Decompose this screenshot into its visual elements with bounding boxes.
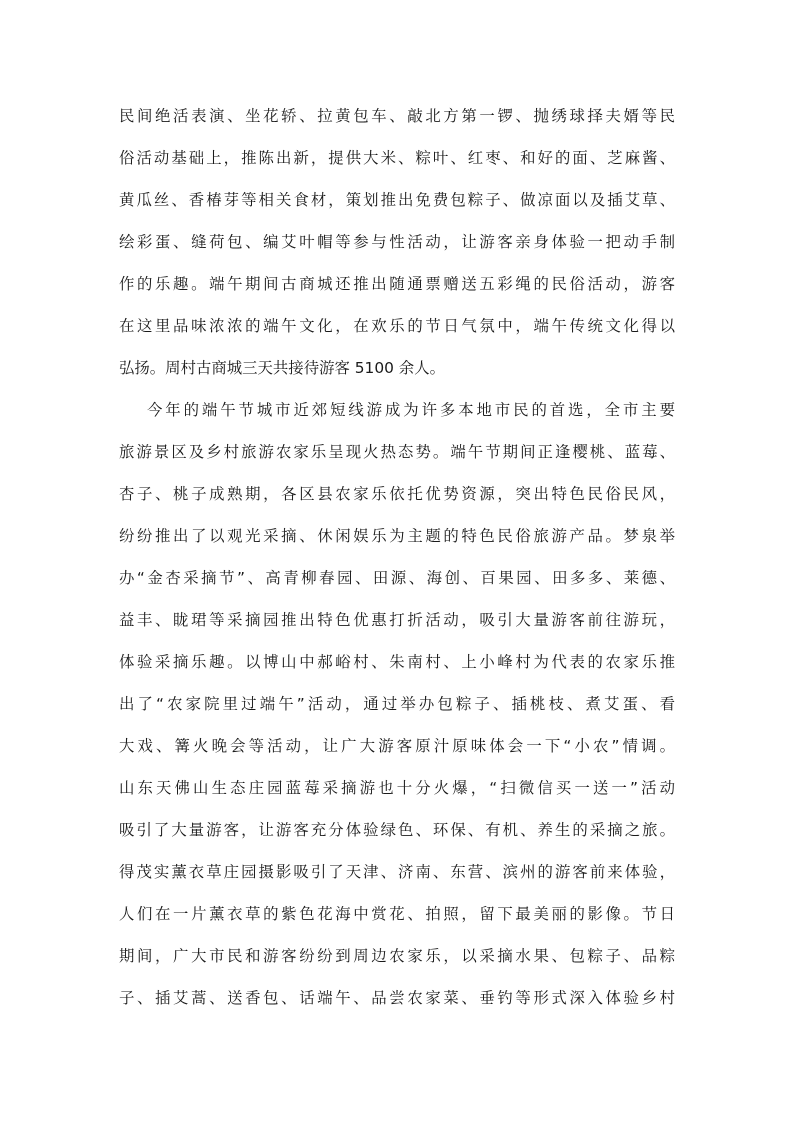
text-line: 黄瓜丝、香椿芽等相关食材，策划推出免费包粽子、做凉面以及插艾草、 <box>119 191 675 209</box>
text-line: 民间绝活表演、坐花轿、拉黄包车、敲北方第一锣、抛绣球择夫婿等民 <box>119 107 675 125</box>
text-line: 旅游景区及乡村旅游农家乐呈现火热态势。端午节期间正逢樱桃、蓝莓、 <box>119 443 675 461</box>
text-line: 山东天佛山生态庄园蓝莓采摘游也十分火爆，“扫微信买一送一”活动 <box>119 779 675 797</box>
text-line: 在这里品味浓浓的端午文化，在欢乐的节日气氛中，端午传统文化得以 <box>119 317 675 335</box>
text-line: 出了“农家院里过端午”活动，通过举办包粽子、插桃枝、煮艾蛋、看 <box>119 695 675 713</box>
paragraph-start-line: 今年的端午节城市近郊短线游成为许多本地市民的首选，全市主要 <box>147 401 675 419</box>
text-line: 办“金杏采摘节”、高青柳春园、田源、海创、百果园、田多多、莱德、 <box>119 569 675 587</box>
text-line: 得茂实薰衣草庄园摄影吸引了天津、济南、东营、滨州的游客前来体验， <box>119 863 675 881</box>
text-line: 绘彩蛋、缝荷包、编艾叶帽等参与性活动，让游客亲身体验一把动手制 <box>119 233 675 251</box>
text-line: 弘扬。周村古商城三天共接待游客 5100 余人。 <box>119 359 445 377</box>
text-line: 吸引了大量游客，让游客充分体验绿色、环保、有机、养生的采摘之旅。 <box>119 821 675 839</box>
text-line: 作的乐趣。端午期间古商城还推出随通票赠送五彩绳的民俗活动，游客 <box>119 275 675 293</box>
text-line: 俗活动基础上，推陈出新，提供大米、粽叶、红枣、和好的面、芝麻酱、 <box>119 149 675 167</box>
text-line: 纷纷推出了以观光采摘、休闲娱乐为主题的特色民俗旅游产品。梦泉举 <box>119 527 675 545</box>
text-line: 体验采摘乐趣。以博山中郝峪村、朱南村、上小峰村为代表的农家乐推 <box>119 653 675 671</box>
text-line: 杏子、桃子成熟期，各区县农家乐依托优势资源，突出特色民俗民风， <box>119 485 675 503</box>
text-line: 人们在一片薰衣草的紫色花海中赏花、拍照，留下最美丽的影像。节日 <box>119 905 675 923</box>
text-line: 子、插艾蒿、送香包、话端午、品尝农家菜、垂钓等形式深入体验乡村 <box>119 989 675 1007</box>
text-line: 大戏、篝火晚会等活动，让广大游客原汁原味体会一下“小农”情调。 <box>119 737 675 755</box>
text-line: 益丰、眬珺等采摘园推出特色优惠打折活动，吸引大量游客前往游玩， <box>119 611 675 629</box>
text-line: 期间，广大市民和游客纷纷到周边农家乐，以采摘水果、包粽子、品粽 <box>119 947 675 965</box>
